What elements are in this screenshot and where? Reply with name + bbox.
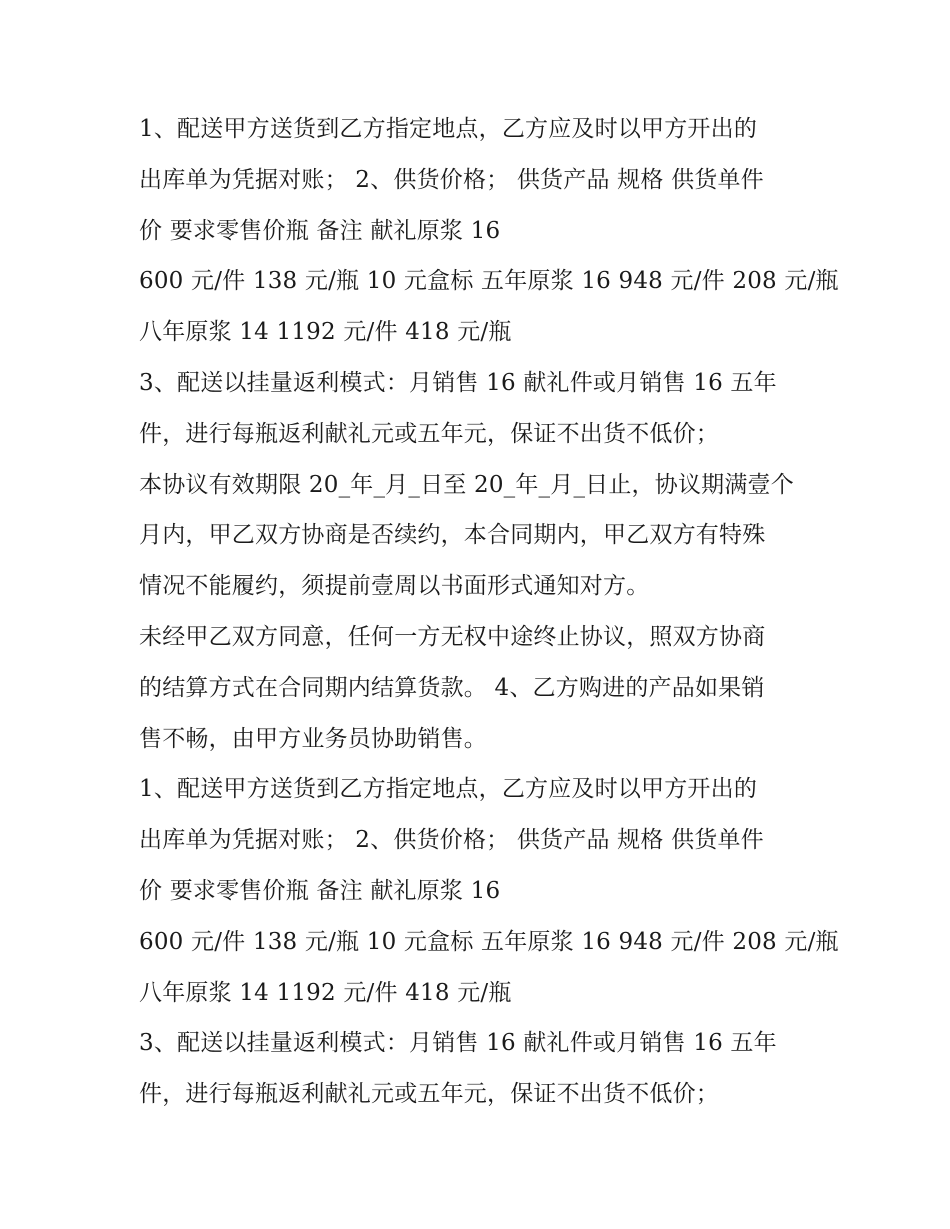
text-line: 情况不能履约，须提前壹周以书面形式通知对方。 (139, 573, 650, 600)
text-line: 的结算方式在合同期内结算货款。 4、乙方购进的产品如果销 (139, 674, 765, 701)
text-line: 出库单为凭据对账； 2、供货价格； 供货产品 规格 供货单件 (139, 827, 764, 854)
text-line: 月内，甲乙双方协商是否续约，本合同期内，甲乙双方有特殊 (139, 522, 766, 549)
text-line: 八年原浆 14 1192 元/件 418 元/瓶 (139, 979, 512, 1006)
text-line: 600 元/件 138 元/瓶 10 元盒标 五年原浆 16 948 元/件 208 元/瓶 (139, 928, 839, 955)
text-line: 售不畅，由甲方业务员协助销售。 (139, 725, 487, 752)
text-line: 本协议有效期限 20_年_月_日至 20_年_月_日止，协议期满壹个 (139, 471, 794, 498)
text-line: 件，进行每瓶返利献礼元或五年元，保证不出货不低价； (139, 420, 719, 447)
text-line: 价 要求零售价瓶 备注 献礼原浆 16 (139, 877, 501, 904)
text-line: 八年原浆 14 1192 元/件 418 元/瓶 (139, 319, 512, 346)
text-line: 件，进行每瓶返利献礼元或五年元，保证不出货不低价； (139, 1081, 719, 1108)
text-line: 价 要求零售价瓶 备注 献礼原浆 16 (139, 217, 501, 244)
text-line: 1、配送甲方送货到乙方指定地点，乙方应及时以甲方开出的 (139, 116, 758, 142)
text-line: 3、配送以挂量返利模式：月销售 16 献礼件或月销售 16 五年 (139, 1030, 777, 1057)
text-line: 3、配送以挂量返利模式：月销售 16 献礼件或月销售 16 五年 (139, 369, 777, 396)
text-line: 未经甲乙双方同意，任何一方无权中途终止协议，照双方协商 (139, 623, 766, 650)
text-line: 600 元/件 138 元/瓶 10 元盒标 五年原浆 16 948 元/件 208 元/瓶 (139, 268, 839, 295)
text-line: 出库单为凭据对账； 2、供货价格； 供货产品 规格 供货单件 (139, 166, 764, 193)
text-line: 1、配送甲方送货到乙方指定地点，乙方应及时以甲方开出的 (139, 776, 758, 803)
document-body (139, 104, 839, 1120)
